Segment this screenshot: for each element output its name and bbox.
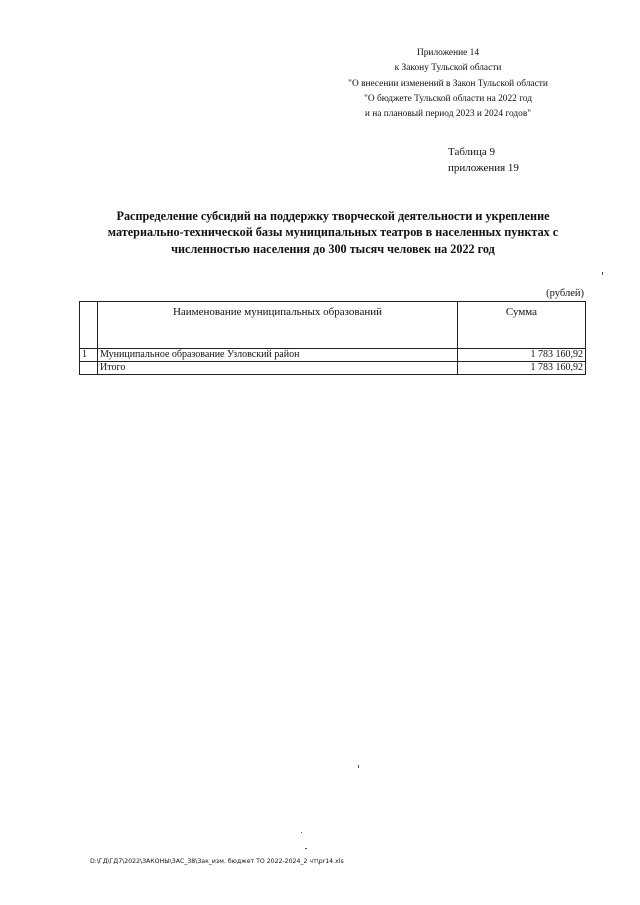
row-amount: 1 783 160,92: [458, 349, 586, 362]
row-total-amount: 1 783 160,92: [458, 362, 586, 375]
subsidy-table: [79, 301, 586, 375]
scan-artifact: [358, 765, 359, 768]
row-municipality: Муниципальное образование Узловский район: [98, 349, 458, 362]
header-number: [80, 302, 98, 349]
units-label: (рублей): [546, 288, 584, 299]
annex-line: "О бюджете Тульской области на 2022 год: [364, 93, 532, 104]
table-reference: [448, 144, 519, 176]
scan-artifact: [301, 832, 302, 833]
header-municipality: Наименование муниципальных образований: [98, 302, 458, 349]
table-header-row: [80, 302, 586, 349]
annex-line: Приложение 14: [416, 48, 480, 58]
document-title: [80, 208, 586, 257]
row-total-label: Итого: [98, 362, 458, 375]
row-number: 1: [80, 349, 98, 362]
scan-artifact: [305, 848, 307, 849]
scan-artifact: [602, 272, 603, 275]
annex-line: "О внесении изменений в Закон Тульской области: [348, 78, 548, 89]
title-line: Распределение субсидий на поддержку творческой деятельности и укрепление: [116, 209, 550, 223]
annex-reference: [320, 46, 576, 122]
row-number: [80, 362, 98, 375]
header-amount: Сумма: [458, 302, 586, 349]
table-total-row: [80, 362, 586, 375]
file-path-footer: D:\ГД\ГД7\2022\ЗАКОНЫ\ЗАС_38\Зак_изм. бюджет ТО 2022-2024_2 чт\pr14.xls: [90, 858, 344, 865]
table-number: Таблица 9: [448, 146, 496, 158]
annex-line: и на плановый период 2023 и 2024 годов": [364, 109, 532, 120]
title-line: материально-технической базы муниципальных театров в населенных пунктах с: [107, 225, 559, 240]
appendix-number: приложения 19: [448, 162, 519, 174]
table-row: [80, 349, 586, 362]
annex-line: к Закону Тульской области: [394, 63, 502, 74]
title-line: численностью населения до 300 тысяч человек на 2022 год: [171, 241, 495, 256]
